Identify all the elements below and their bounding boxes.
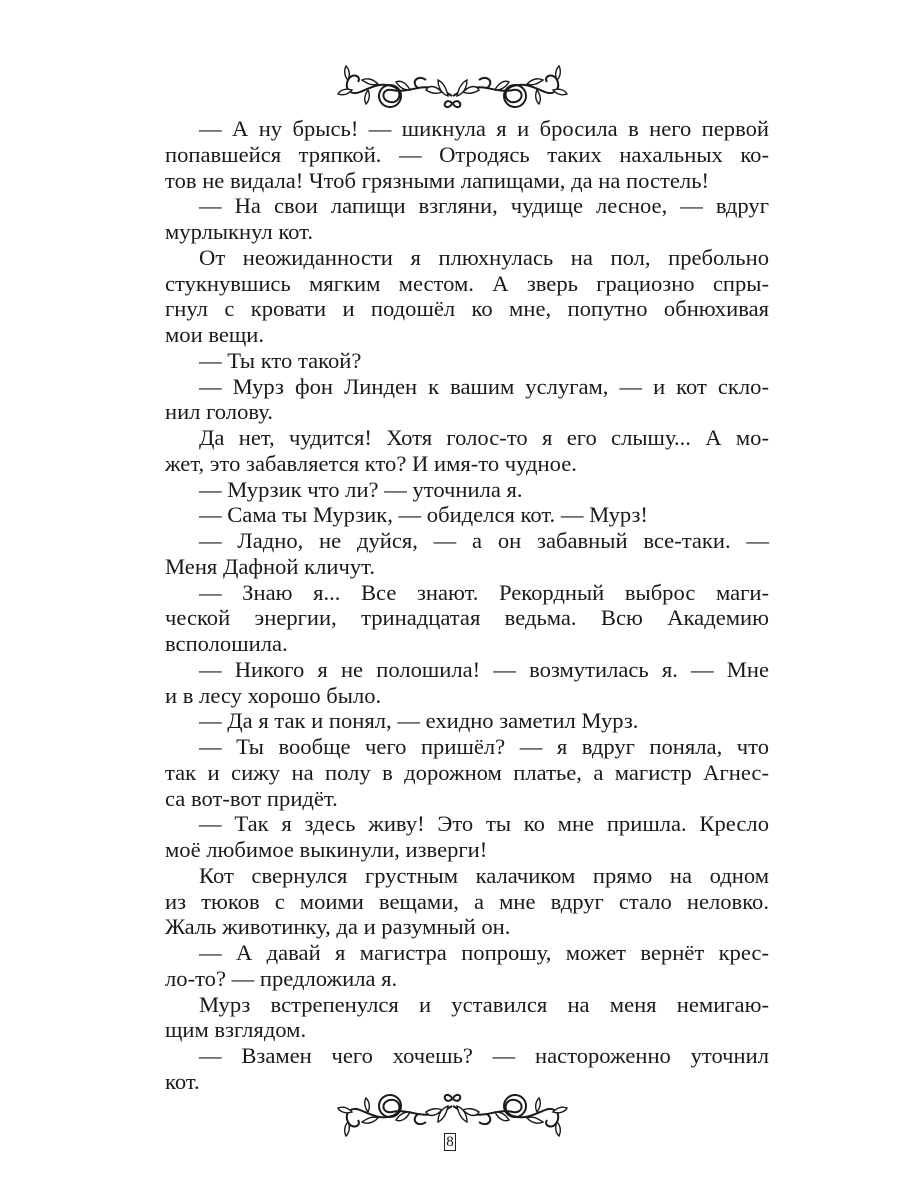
text-line: и в лесу хорошо было. (165, 682, 382, 708)
text-line: Мурз встрепенулся и уставился на меня немигаю- (199, 991, 769, 1017)
text-line: — Ты кто такой? (199, 347, 362, 373)
floral-ornament-top-icon (330, 60, 575, 110)
text-line: — Сама ты Мурзик, — обиделся кот. — Мурз! (199, 502, 648, 528)
text-line: — Никого я не полошила! — возмутилась я. — Мне (199, 656, 769, 682)
text-line: всполошила. (165, 631, 288, 656)
paragraph (165, 1043, 769, 1095)
text-line: ческой энергии, тринадцатая ведьма. Всю Академию (165, 605, 769, 631)
text-line: са вот-вот придёт. (165, 785, 338, 811)
text-line: — Мурз фон Линден к вашим услугам, — и кот скло- (199, 373, 769, 399)
text-line: жет, это забавляется кто? И имя-то чудное. (165, 450, 577, 476)
paragraph (165, 348, 769, 374)
paragraph (165, 734, 769, 811)
paragraph (165, 116, 769, 193)
paragraph (165, 477, 769, 503)
text-line: — Ладно, не дуйся, — а он забавный все-таки. — (199, 528, 769, 553)
text-line: — На свои лапищи взгляни, чудище лесное, — вдруг (199, 193, 769, 219)
text-line: моё любимое выкинули, изверги! (165, 837, 488, 862)
text-line: — А давай я магистра попрошу, может вернёт крес- (199, 940, 769, 965)
text-line: — Да я так и понял, — ехидно заметил Мурз. (199, 708, 639, 734)
text-line: — Так я здесь живу! Это ты ко мне пришла. Кресло (199, 811, 769, 837)
text-line: мурлыкнул кот. (165, 219, 313, 244)
paragraph (165, 992, 769, 1044)
paragraph (165, 528, 769, 580)
text-line: Меня Дафной кличут. (165, 553, 375, 579)
paragraph (165, 425, 769, 477)
text-line: щим взглядом. (165, 1017, 307, 1043)
paragraph (165, 940, 769, 992)
paragraph (165, 193, 769, 245)
paragraph (165, 708, 769, 734)
page-number (0, 1130, 900, 1151)
text-line: гнул с кровати и подошёл ко мне, попутно обнюхивая (165, 296, 769, 322)
text-line: из тюков с моими вещами, а мне вдруг стало неловко. (165, 888, 769, 914)
text-line: — Ты вообще чего пришёл? — я вдруг поняла, что (199, 734, 769, 759)
paragraph (165, 502, 769, 528)
text-line: — Взамен чего хочешь? — настороженно уточнил (199, 1043, 769, 1068)
text-line: кот. (165, 1068, 200, 1094)
page-number-label: 8 (446, 1134, 454, 1150)
text-line: Жаль животинку, да и разумный он. (165, 914, 511, 940)
text-line: Да нет, чудится! Хотя голос-то я его слышу... А мо- (199, 425, 769, 450)
text-line: нил голову. (165, 399, 273, 425)
text-line: ло-то? — предложила я. (165, 965, 398, 991)
text-line: От неожиданности я плюхнулась на пол, пребольно (199, 244, 769, 270)
book-text (165, 116, 769, 1095)
paragraph (165, 580, 769, 657)
text-line: попавшейся тряпкой. — Отродясь таких нахальных ко- (165, 141, 769, 167)
paragraph (165, 657, 769, 709)
text-line: мои вещи. (165, 322, 265, 347)
text-line: — А ну брысь! — шикнула я и бросила в него первой (199, 116, 769, 141)
text-line: так и сижу на полу в дорожном платье, а магистр Агнес- (165, 759, 769, 785)
paragraph (165, 863, 769, 940)
text-line: — Мурзик что ли? — уточнила я. (199, 476, 523, 502)
text-line: стукнувшись мягким местом. А зверь грациозно спры- (165, 270, 769, 296)
paragraph (165, 245, 769, 348)
text-line: — Знаю я... Все знают. Рекордный выброс маги- (199, 579, 769, 605)
paragraph (165, 811, 769, 863)
paragraph (165, 374, 769, 426)
text-line: Кот свернулся грустным калачиком прямо на одном (199, 862, 769, 888)
text-line: тов не видала! Чтоб грязными лапищами, да на постель! (165, 167, 710, 193)
